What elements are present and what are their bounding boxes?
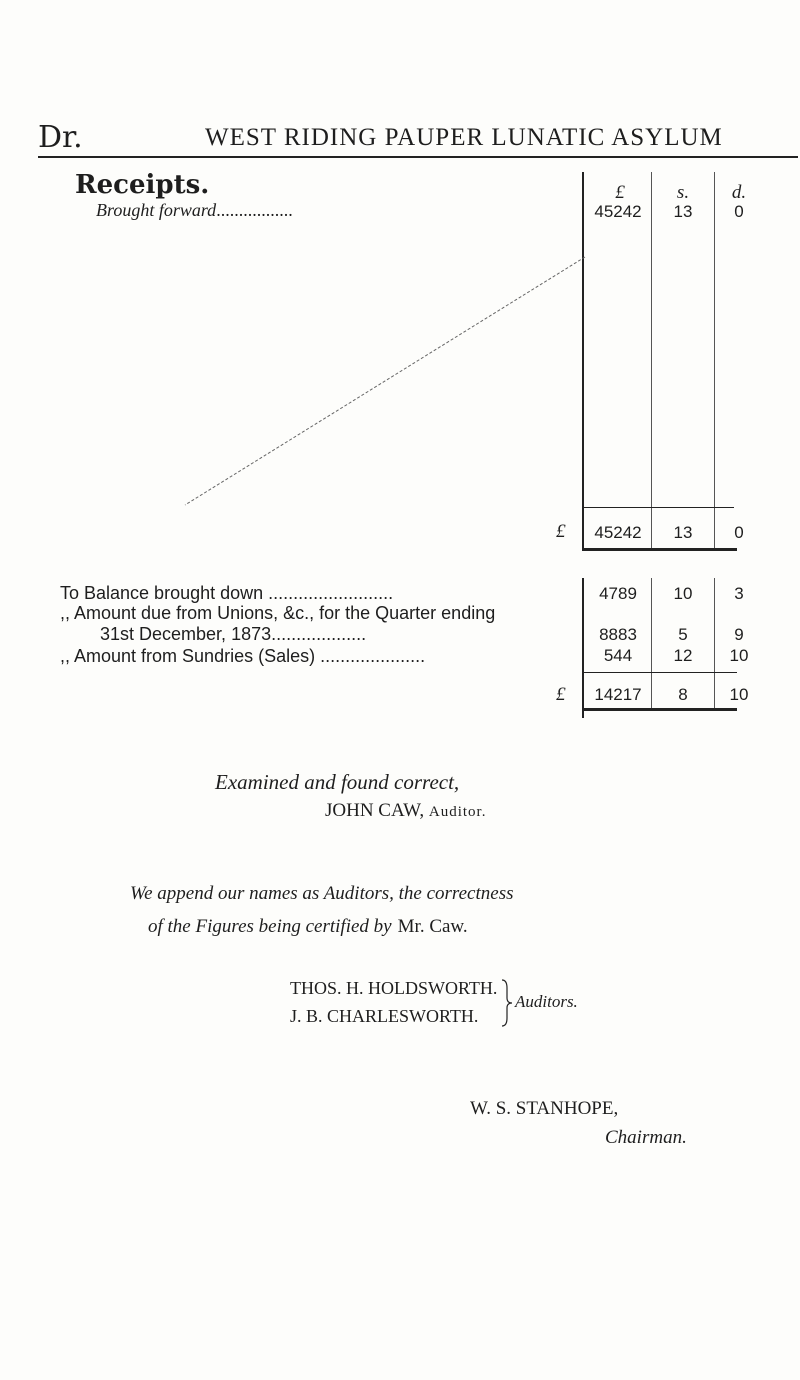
receipts-total-shillings: 13 (673, 523, 693, 542)
brought-forward-shillings: 13 (673, 202, 693, 221)
balance-row-3-shillings: 12 (673, 646, 693, 665)
auditor-name-2: J. B. CHARLESWORTH. (290, 1006, 479, 1026)
auditors-role: Auditors. (515, 992, 578, 1011)
total-rule-bottom (582, 548, 737, 551)
balance-row-2-pounds: 8883 (599, 625, 637, 644)
balance-row-2-pence: 9 (734, 625, 744, 644)
balance-row-1-pence: 3 (734, 584, 744, 603)
column-rule-shillings (714, 172, 715, 512)
auditors-note-line1: We append our names as Auditors, the correctness (130, 883, 514, 904)
receipts-heading: Receipts. (75, 170, 210, 200)
column-rule-pounds (651, 172, 652, 512)
balance-row-2-shillings: 5 (678, 625, 688, 644)
balance-row-3-label: ,, Amount from Sundries (Sales) ..................... (60, 646, 426, 666)
chairman-name: W. S. STANHOPE, (470, 1098, 619, 1119)
examined-line: Examined and found correct, (215, 770, 460, 794)
pounds-header: £ (615, 182, 625, 203)
receipts-total-pounds: 45242 (594, 523, 642, 542)
balance-total-rule-bottom (582, 708, 737, 711)
receipts-total-pence: 0 (734, 523, 744, 542)
auditor-name-1: THOS. H. HOLDSWORTH. (290, 978, 498, 998)
balance-total-shillings: 8 (678, 685, 688, 704)
balance-row-3-pounds: 544 (603, 646, 633, 665)
auditor-signature: JOHN CAW, Auditor. (325, 800, 487, 821)
balance-row-1-label: To Balance brought down ......................... (60, 583, 394, 603)
page-title: WEST RIDING PAUPER LUNATIC ASYLUM (205, 124, 723, 151)
brought-forward-pounds: 45242 (594, 202, 642, 221)
balance-row-2-label2: 31st December, 1873................... (100, 624, 367, 644)
header-rule (38, 156, 798, 158)
chairman-role: Chairman. (605, 1127, 687, 1148)
total-rule-pence (714, 508, 715, 548)
total-rule-shillings (651, 508, 652, 548)
brought-forward-pence: 0 (734, 202, 744, 221)
pence-header: d. (731, 182, 747, 203)
balance-total-pence: 10 (729, 685, 749, 704)
balance-row-1-shillings: 10 (673, 584, 693, 603)
balance-row-1-pounds: 4789 (599, 584, 637, 603)
page-mark: Dr. (38, 120, 83, 155)
auditors-note-line2: of the Figures being certified by Mr. Caw. (148, 916, 468, 937)
receipts-total-symbol: £ (556, 521, 566, 542)
diagonal-rule (180, 255, 590, 515)
balance-row-2-label: ,, Amount due from Unions, &c., for the Quarter ending (60, 603, 496, 623)
balance-total-pounds: 14217 (594, 685, 642, 704)
shillings-header: s. (676, 182, 690, 203)
balance-total-symbol: £ (556, 684, 566, 705)
auditors-brace (500, 978, 514, 1028)
balance-row-3-pence: 10 (729, 646, 749, 665)
total-rule-top (582, 507, 734, 508)
balance-total-rule-top (582, 672, 737, 673)
brought-forward-label: Brought forward................. (96, 200, 293, 220)
